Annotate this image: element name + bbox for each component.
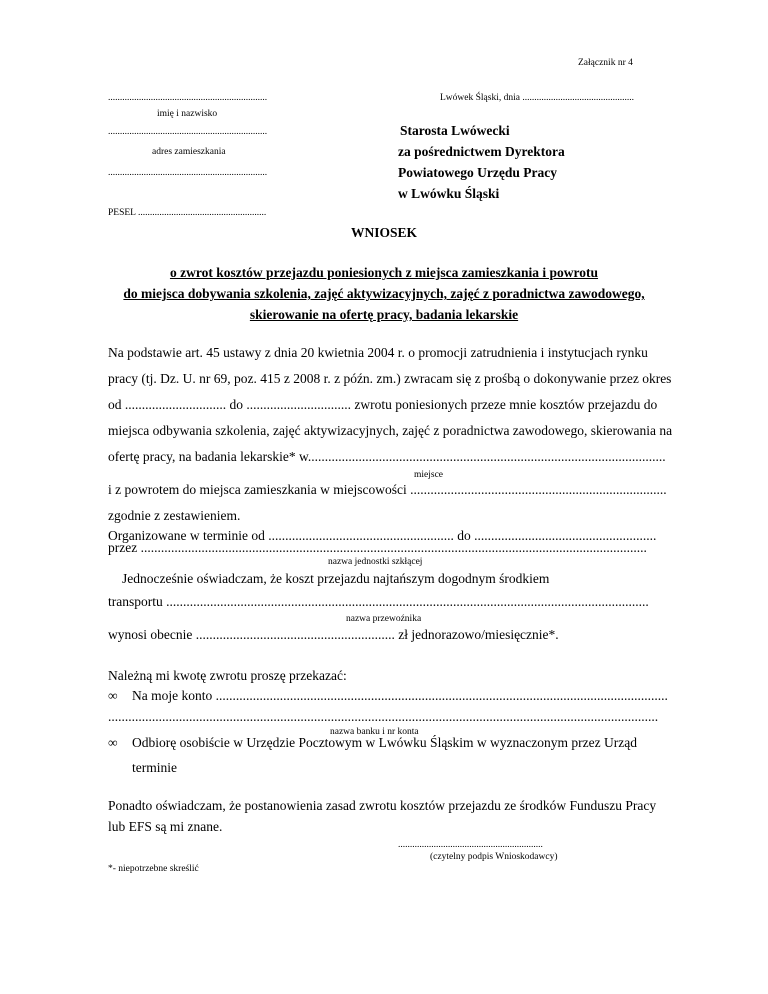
place-label: miejsce — [414, 470, 444, 480]
declaration-line-1: Jednocześnie oświadczam, że koszt przejazdu najtańszym dogodnym środkiem — [122, 571, 550, 586]
document-title: WNIOSEK — [350, 225, 418, 240]
signature-label: (czytelny podpis Wnioskodawcy) — [430, 852, 558, 862]
training-institution-label: nazwa jednostki szkłącej — [328, 557, 423, 567]
body-line-8: Organizowane w terminie od ....................................................... do ...................................................... — [108, 528, 657, 543]
transport-line: transportu ............................................................................................................................................... — [108, 594, 649, 609]
option-post-office-continued: terminie — [132, 760, 177, 775]
cost-line: wynosi obecnie ........................................................... zł jednorazowo/miesięcznie*. — [108, 627, 559, 642]
body-line-3: od .............................. do ............................... zwrotu poniesionych przeze mnie kosztów przejazdu do — [108, 397, 658, 412]
body-line-2: pracy (tj. Dz. U. nr 69, poz. 415 z 2008 r. z późn. zm.) zwracam się z prośbą o dokonywanie przez okres — [108, 371, 672, 386]
title-subline-2: do miejsca dobywania szkolenia, zajęć aktywizacyjnych, zajęć z poradnictwa zawodowego, — [123, 286, 645, 301]
body-line-7: zgodnie z zestawieniem. — [108, 508, 241, 523]
address-label: adres zamieszkania — [152, 147, 226, 157]
title-subline-3: skierowanie na ofertę pracy, badania lekarskie — [249, 307, 519, 322]
training-institution-line: przez ...................................................................................................................................................... — [108, 540, 647, 555]
option-post-office — [108, 735, 637, 751]
infinity-bullet-icon: ∞ — [108, 735, 118, 750]
rules-statement-line-1: Ponadto oświadczam, że postanowienia zasad zwrotu kosztów przejazdu ze środków Funduszu Pracy — [108, 798, 657, 813]
extra-line: ................................................................... — [108, 168, 268, 178]
recipient-line-3: Powiatowego Urzędu Pracy — [398, 165, 557, 180]
carrier-label: nazwa przewoźnika — [346, 614, 422, 624]
title-subline-1: o zwrot kosztów przejazdu poniesionych z miejsca zamieszkania i powrotu — [169, 265, 599, 280]
option-bank-account-text: Na moje konto ...................................................................................................................................... — [132, 688, 668, 703]
option-post-office-text: Odbiorę osobiście w Urzędzie Pocztowym w Lwówku Śląskim w wyznaczonym przez Urząd — [132, 735, 637, 750]
recipient-line-1: Starosta Lwówecki — [400, 123, 510, 138]
body-line-5: ofertę pracy, na badania lekarskie* w.......................................................................................................... — [108, 449, 666, 464]
option-bank-account — [108, 688, 668, 704]
place-date-line: Lwówek Śląski, dnia ............................................... — [440, 93, 634, 103]
attachment-number: Załącznik nr 4 — [578, 58, 633, 68]
pesel-line: PESEL ...................................................... — [108, 208, 267, 218]
infinity-bullet-icon: ∞ — [108, 688, 118, 703]
body-line-1: Na podstawie art. 45 ustawy z dnia 20 kwietnia 2004 r. o promocji zatrudnienia i instytucjach rynku — [108, 345, 648, 360]
name-label: imię i nazwisko — [157, 109, 218, 119]
body-line-6: i z powrotem do miejsca zamieszkania w miejscowości ............................................................................ — [108, 482, 667, 497]
name-line: ................................................................... — [108, 93, 268, 103]
address-line: ................................................................... — [108, 127, 268, 137]
recipient-line-4: w Lwówku Śląski — [398, 186, 500, 201]
body-line-4: miejsca odbywania szkolenia, zajęć aktywizacyjnych, zajęć z poradnictwa zawodowego, skierowania na — [108, 423, 673, 438]
bank-account-label: nazwa banku i nr konta — [330, 727, 419, 737]
payment-intro: Należną mi kwotę zwrotu proszę przekazać: — [108, 668, 347, 683]
footnote: *- niepotrzebne skreślić — [108, 864, 199, 874]
bank-account-line: ................................................................................................................................................................... — [108, 709, 659, 724]
rules-statement-line-2: lub EFS są mi znane. — [108, 819, 223, 834]
signature-line: ............................................................. — [398, 840, 543, 850]
recipient-line-2: za pośrednictwem Dyrektora — [398, 144, 565, 159]
